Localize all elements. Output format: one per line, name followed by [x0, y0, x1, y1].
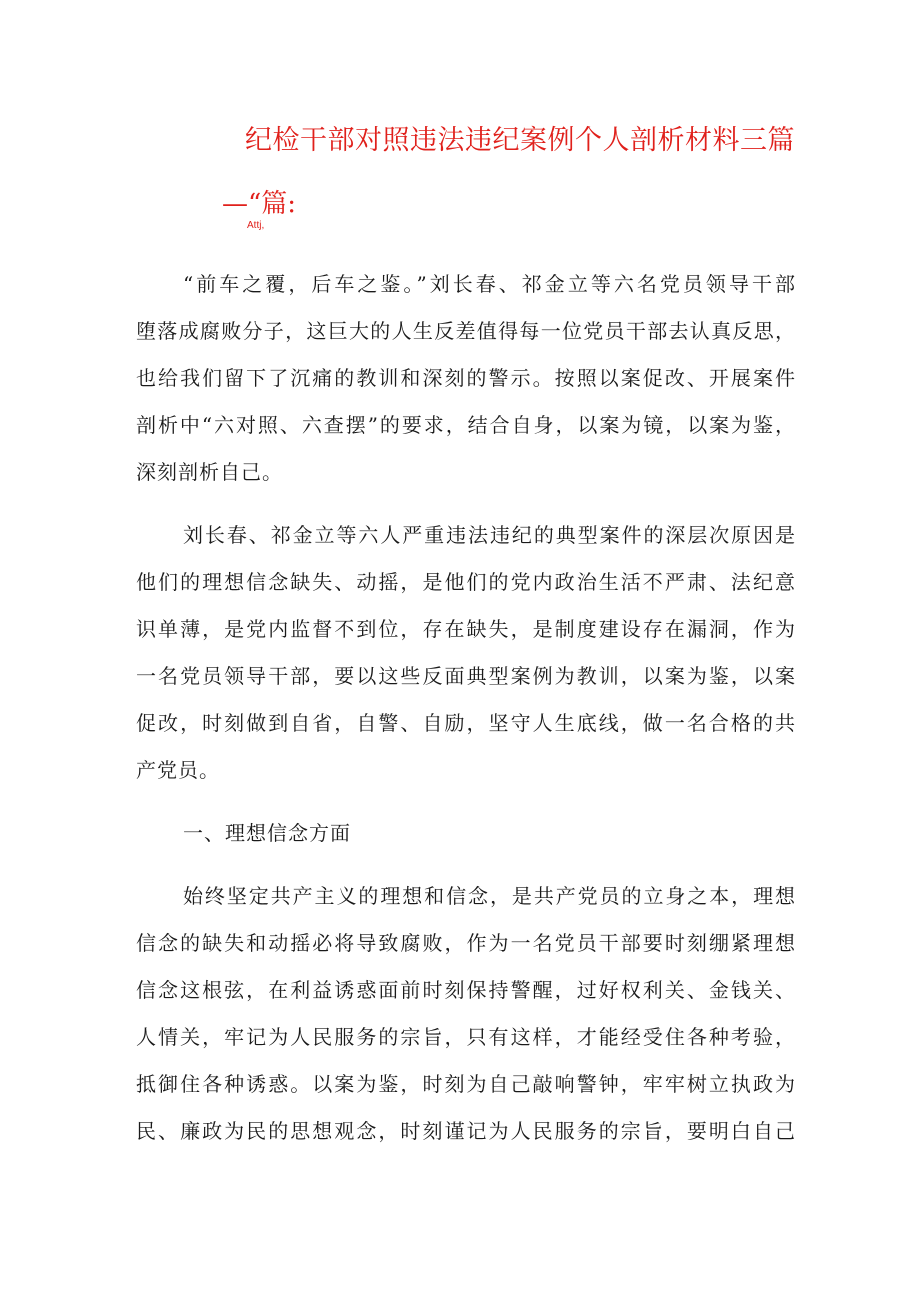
paragraph-3-line: 信念这根弦，在利益诱惑面前时刻保持警醒，过好权利关、金钱关、 — [136, 978, 796, 1002]
paragraph-1-line: 堕落成腐败分子，这巨大的人生反差值得每一位党员干部去认真反思， — [136, 319, 796, 343]
paragraph-3-line: 抵御住各种诱惑。以案为鉴，时刻为自己敲响警钟，牢牢树立执政为 — [136, 1072, 796, 1096]
paragraph-3-line: 始终坚定共产主义的理想和信念，是共产党员的立身之本，理想 — [183, 884, 796, 908]
paragraph-2-line: 产党员。 — [136, 758, 220, 782]
paragraph-1-line: “前车之覆，后车之鉴。”刘长春、祁金立等六名党员领导干部 — [183, 272, 796, 296]
paragraph-2-line: 他们的理想信念缺失、动摇，是他们的党内政治生活不严肃、法纪意 — [136, 570, 796, 594]
paragraph-2-line: 促改，时刻做到自省，自警、自励，坚守人生底线，做一名合格的共 — [136, 711, 796, 735]
section-heading-part-one: —“篇: — [222, 189, 297, 219]
paragraph-3-line: 民、廉政为民的思想观念，时刻谨记为人民服务的宗旨，要明白自己 — [136, 1119, 796, 1143]
paragraph-2-line: 识单薄，是党内监督不到位，存在缺失，是制度建设存在漏洞，作为 — [136, 617, 796, 641]
paragraph-1-line: 剖析中“六对照、六查摆”的要求，结合自身，以案为镜，以案为鉴， — [136, 413, 796, 437]
paragraph-1-line: 深刻剖析自己。 — [136, 460, 283, 484]
paragraph-2-line: 刘长春、祁金立等六人严重违法违纪的典型案件的深层次原因是 — [183, 523, 796, 547]
document-title: 纪检干部对照违法违纪案例个人剖析材料三篇 — [245, 125, 795, 156]
paragraph-3-line: 人情关，牢记为人民服务的宗旨，只有这样，才能经受住各种考验， — [136, 1025, 796, 1049]
section-heading-ideals: 一、理想信念方面 — [183, 821, 351, 845]
paragraph-3-line: 信念的缺失和动摇必将导致腐败，作为一名党员干部要时刻绷紧理想 — [136, 931, 796, 955]
paragraph-2-line: 一名党员领导干部，要以这些反面典型案例为教训，以案为鉴，以案 — [136, 664, 796, 688]
subheading-note: Attj, — [247, 220, 265, 231]
paragraph-1-line: 也给我们留下了沉痛的教训和深刻的警示。按照以案促改、开展案件 — [136, 366, 796, 390]
